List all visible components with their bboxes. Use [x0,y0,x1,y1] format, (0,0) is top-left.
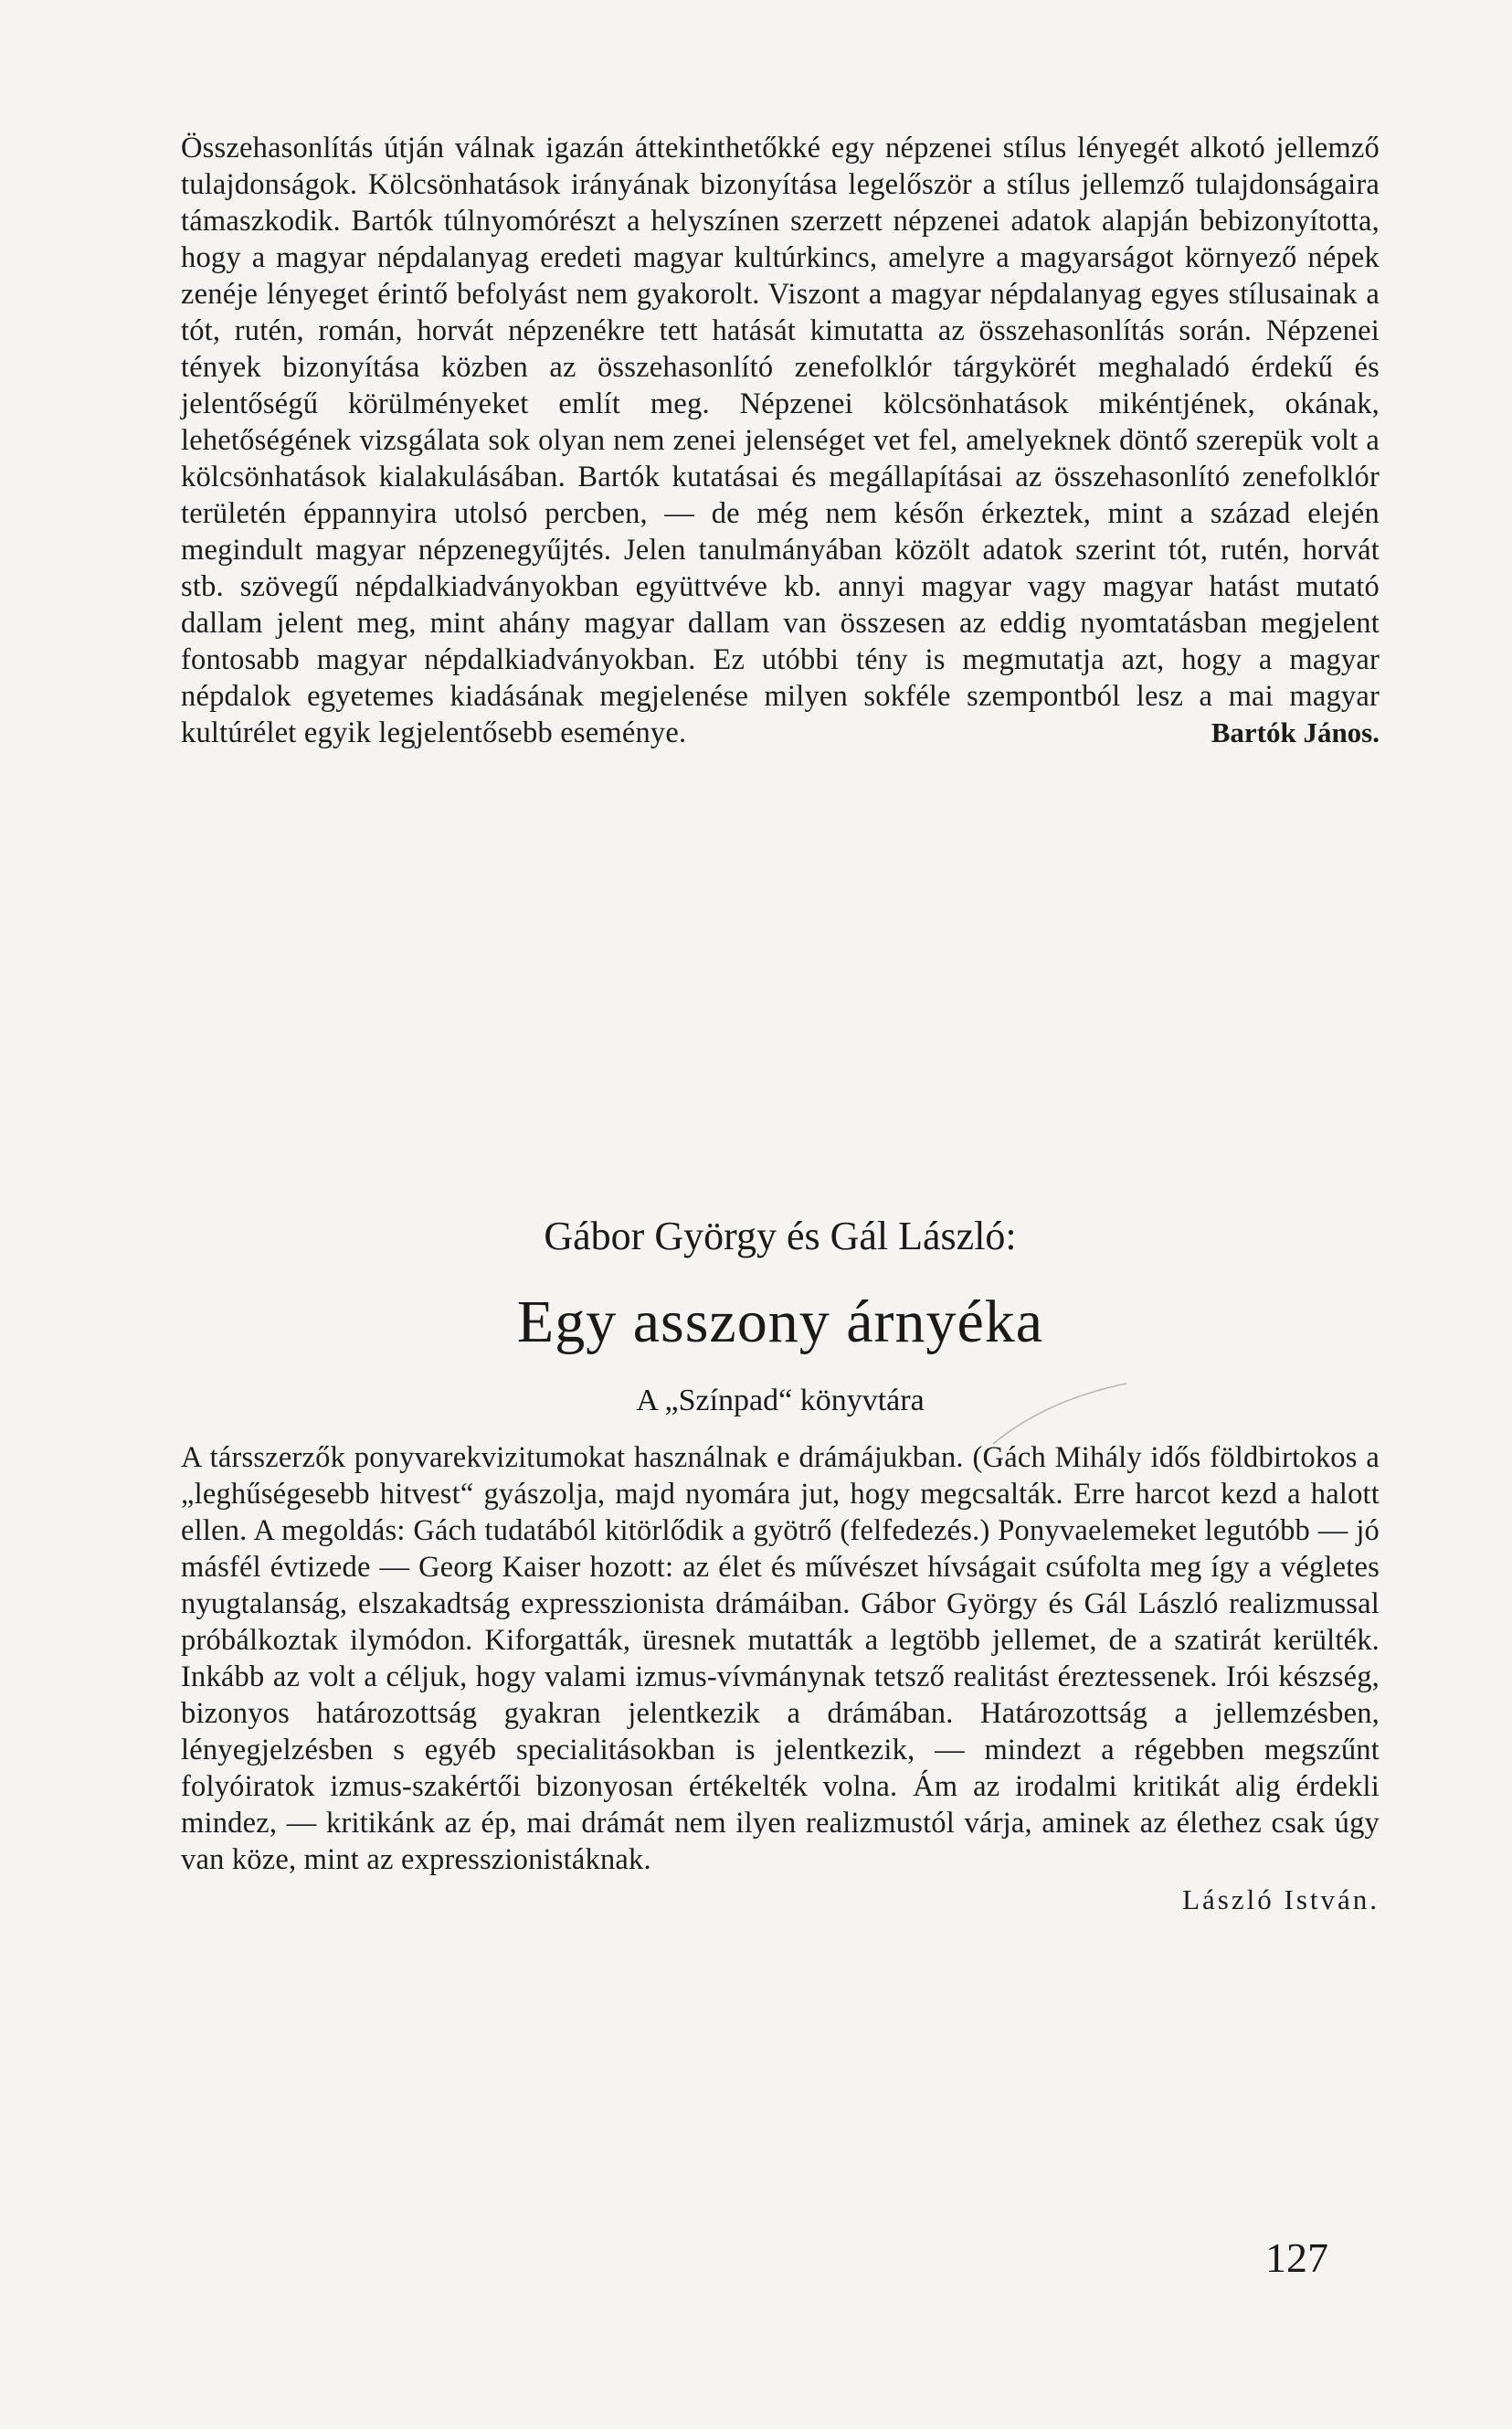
review-signature: László István. [1182,1883,1380,1915]
play-series: A „Színpad“ könyvtára [636,1384,925,1417]
play-authors: Gábor György és Gál László: [544,1214,1017,1258]
play-title: Egy asszony árnyéka [516,1289,1044,1355]
review-bartok [181,130,1380,751]
review-body-text: A társszerzők ponyvarekvizitumokat használnak e drámájukban. (Gách Mihály idős földbirtokos a „leghűségesebb hitvest“ gyászolja, majd nyomára jut, hogy megcsalták. Erre harcot kezd a halott ellen. A megoldás: Gách tudatából kitörlődik a gyötrő (felfedezés.) Ponyvaelemeket legutóbb — jó másfél évtizede — Georg Kaiser hozott: az élet és művészet hívságait csúfolta meg így a végletes nyugtalanság, elszakadtság expresszionista drámáiban. Gábor György és Gál László realizmussal próbálkoztak ilymódon. Kiforgatták, üresnek mutatták a legtöbb jellemet, de a szatirát kerülték. Inkább az volt a céljuk, hogy valami izmus-vívmánynak tetsző realitást éreztessenek. Irói készség, bizonyos határozottság gyakran jelentkezik a drámában. Határozottság a jellemzésben, lényegjelzésben s egyéb specialitásokban is jelentkezik, — mindezt a régebben megszűnt folyóiratok izmus-szakértői bizonyosan értékelték volna. Ám az irodalmi kritikát alig érdekli mindez, — kritikánk az ép, mai drámát nem ilyen realizmustól várja, aminek az élethez csak úgy van köze, mint az expresszionistáknak. [181,1441,1380,1876]
review-heading [181,1211,1380,1421]
review-signature: Bartók János. [1211,716,1380,748]
page-number: 127 [1265,2234,1328,2281]
review-body-text: Összehasonlítás útján válnak igazán áttekinthetőkké egy népzenei stílus lényegét alkotó jellemző tulajdonságok. Kölcsönhatások irányának bizonyítása legelőször a stílus jellemző tulajdonságaira támaszkodik. Bartók túlnyomórészt a helyszínen szerzett népzenei adatok alapján bebizonyította, hogy a magyar népdalanyag eredeti magyar kultúrkincs, amelyre a magyarságot környező népek zenéje lényeget érintő befolyást nem gyakorolt. Viszont a magyar népdalanyag egyes stílusainak a tót, rutén, román, horvát népzenékre tett hatását kimutatta az összehasonlítás során. Népzenei tények bizonyítása közben az összehasonlító zenefolklór tárgykörét meghaladó érdekű és jelentőségű körülményeket említ meg. Népzenei kölcsönhatások mikéntjének, okának, lehetőségének vizsgálata sok olyan nem zenei jelenséget vet fel, amelyeknek döntő szerepük volt a kölcsönhatások kialakulásában. Bartók kutatásai és megállapításai az összehasonlító zenefolklór területén éppannyira utolsó percben, — de még nem későn érkeztek, mint a század elején megindult magyar népzenegyűjtés. Jelen tanulmányában közölt adatok szerint tót, rutén, horvát stb. szövegű népdalkiadványokban együttvéve kb. annyi magyar vagy magyar hatást mutató dallam jelent meg, mint ahány magyar dallam van összesen az eddig nyomtatásban megjelent fontosabb magyar népdalkiadványokban. Ez utóbbi tény is megmutatja azt, hogy a magyar népdalok egyetemes kiadásának megjelenése milyen sokféle szempontból lesz a mai magyar kultúrélet egyik legjelentősebb eseménye. [181,132,1380,749]
review-egy-asszony-arnyeka [181,1439,1380,1918]
pencil-stroke-mark [991,1382,1128,1446]
